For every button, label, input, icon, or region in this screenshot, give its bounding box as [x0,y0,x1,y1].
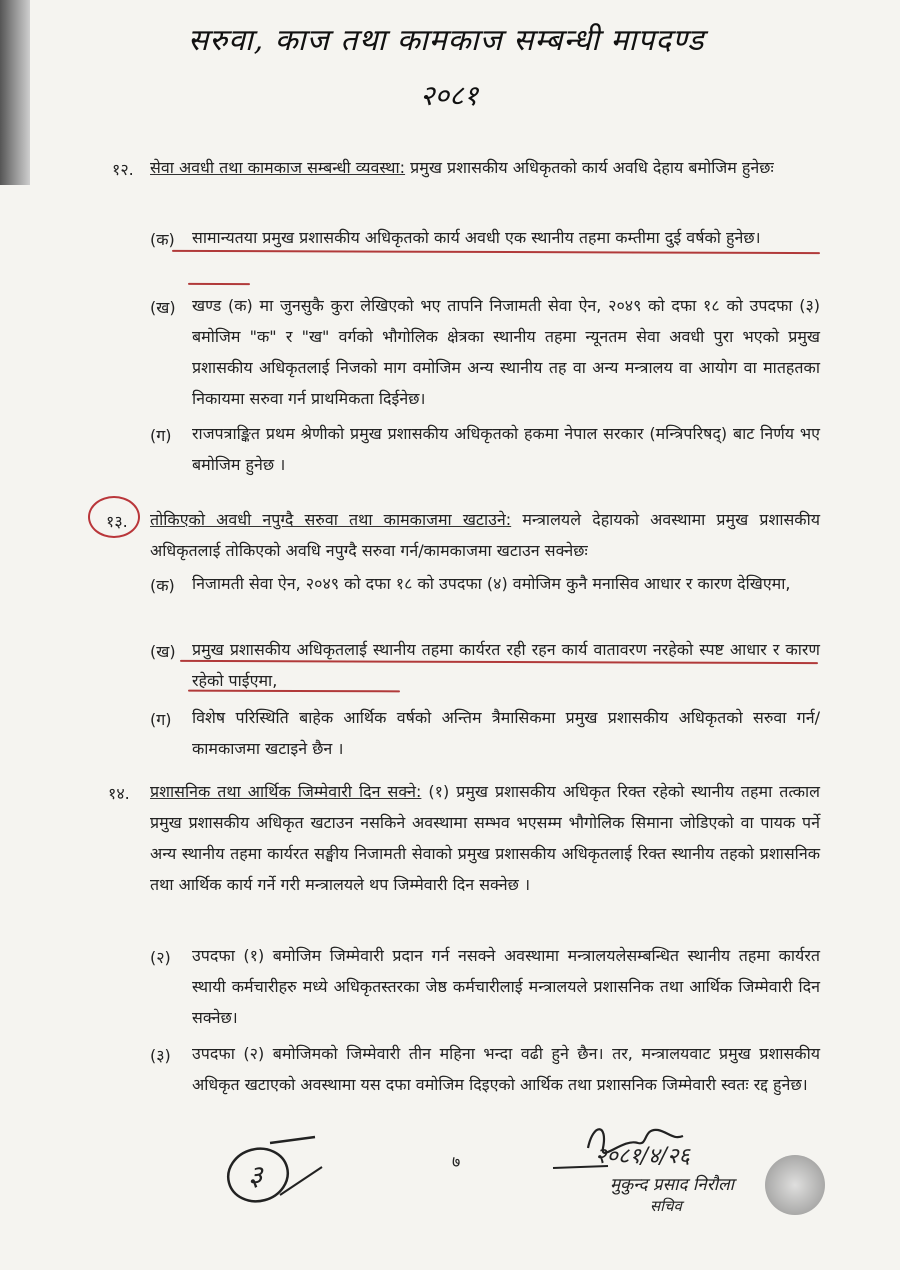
section-heading: सेवा अवधी तथा कामकाज सम्बन्धी व्यवस्था: [150,158,406,177]
initials-signature-icon [210,1135,325,1210]
ink-underline [188,283,250,285]
clause-text: विशेष परिस्थिति बाहेक आर्थिक वर्षको अन्तिम त्रैमासिकमा प्रमुख प्रशासकीय अधिकृतको सरुवा गर्न/कामकाजमा खटाइने छैन । [192,708,820,758]
signatory-name: मुकुन्द प्रसाद निरौला [610,1175,735,1195]
signature-date: २०८१/४/२६ [595,1144,690,1169]
section-body [150,776,820,900]
clause-label: (ग) [150,710,172,729]
section-intro: (१) प्रमुख प्रशासकीय अधिकृत रिक्त रहेको स्थानीय तहमा तत्काल प्रमुख प्रशासकीय अधिकृत खटाउन नसकिने अवस्थामा सम्भव भएसम्म भौगोलिक सिमाना जोडिएको वा पायक पर्ने अन्य स्थानीय तहमा कार्यरत सङ्घीय निजामती सेवाको प्रमुख प्रशासकीय अधिकृतलाई रिक्त स्थानीय तहको प्रशासनिक तथा आर्थिक कार्य गर्ने गरी मन्त्रालयले थप जिम्मेवारी दिन सक्नेछ । [150,782,820,894]
section-body [150,504,820,566]
clause-text: सामान्यतया प्रमुख प्रशासकीय अधिकृतको कार्य अवधी एक स्थानीय तहमा कम्तीमा दुई वर्षको हुनेछ। [192,228,761,247]
section-number: १३. [106,512,128,531]
section-intro: मन्त्रालयले देहायको अवस्थामा प्रमुख प्रशासकीय अधिकृतलाई तोकिएको अवधि नपुग्दै सरुवा गर्न/कामकाजमा खटाउन सक्नेछः [150,510,820,560]
section-number: १४. [108,784,130,803]
signatory-title: सचिव [650,1197,682,1215]
page-number: ७ [452,1152,461,1171]
initials-mark: ३ [248,1159,263,1192]
section-heading: तोकिएको अवधी नपुग्दै सरुवा तथा कामकाजमा खटाउने: [150,510,512,529]
clause-label: (२) [150,948,171,967]
handwritten-title: सरुवा, काज तथा कामकाज सम्बन्धी मापदण्ड [188,23,705,58]
clause-label: (३) [150,1046,171,1065]
clause-text: उपदफा (१) बमोजिम जिम्मेवारी प्रदान गर्न नसक्ने अवस्थामा मन्त्रालयलेसम्बन्धित स्थानीय तहमा कार्यरत स्थायी कर्मचारीहरु मध्ये अधिकृतस्तरका जेष्ठ कर्मचारीलाई मन्त्रालयले प्रशासनिक तथा आर्थिक जिम्मेवारी दिन सक्नेछ। [192,946,820,1027]
section-intro: प्रमुख प्रशासकीय अधिकृतको कार्य अवधि देहाय बमोजिम हुनेछः [410,158,774,177]
section-heading: प्रशासनिक तथा आर्थिक जिम्मेवारी दिन सक्ने: [150,782,422,801]
clause-text: निजामती सेवा ऐन, २०४९ को दफा १८ को उपदफा (४) वमोजिम कुनै मनासिव आधार र कारण देखिएमा, [192,574,791,593]
clause-text: प्रमुख प्रशासकीय अधिकृतलाई स्थानीय तहमा कार्यरत रही रहन कार्य वातावरण नरहेको स्पष्ट आधार र कारण रहेको पाईएमा, [192,640,820,690]
clause-label: (क) [150,230,175,249]
clause-text: खण्ड (क) मा जुनसुकै कुरा लेखिएको भए तापनि निजामती सेवा ऐन, २०४९ को दफा १८ को उपदफा (३) बमोजिम "क" र "ख" वर्गको भौगोलिक क्षेत्रका स्थानीय तहमा न्यूनतम सेवा अवधी पुरा भएको प्रमुख प्रशासकीय अधिकृतलाई निजको माग वमोजिम अन्य स्थानीय तह वा अन्य मन्त्रालय वा आयोग वा मातहतका निकायमा सरुवा गर्न प्राथमिकता दिईनेछ। [192,296,820,408]
clause-label: (ख) [150,642,176,661]
clause-text: उपदफा (२) बमोजिमको जिम्मेवारी तीन महिना भन्दा वढी हुने छैन। तर, मन्त्रालयवाट प्रमुख प्रशासकीय अधिकृत खटाएको अवस्थामा यस दफा वमोजिम दिइएको आर्थिक तथा प्रशासनिक जिम्मेवारी स्वतः रद्द हुनेछ। [192,1044,820,1094]
clause-label: (क) [150,576,175,595]
clause-label: (ख) [150,298,176,317]
section-number: १२. [112,160,134,179]
clause-text: राजपत्राङ्कित प्रथम श्रेणीको प्रमुख प्रशासकीय अधिकृतको हकमा नेपाल सरकार (मन्त्रिपरिषद्) बाट निर्णय भए बमोजिम हुनेछ । [192,424,820,474]
handwritten-year: २०८१ [420,79,479,112]
clause-label: (ग) [150,426,172,445]
section-body [150,152,820,183]
office-stamp-icon [765,1155,825,1215]
binding-shadow [0,0,30,185]
